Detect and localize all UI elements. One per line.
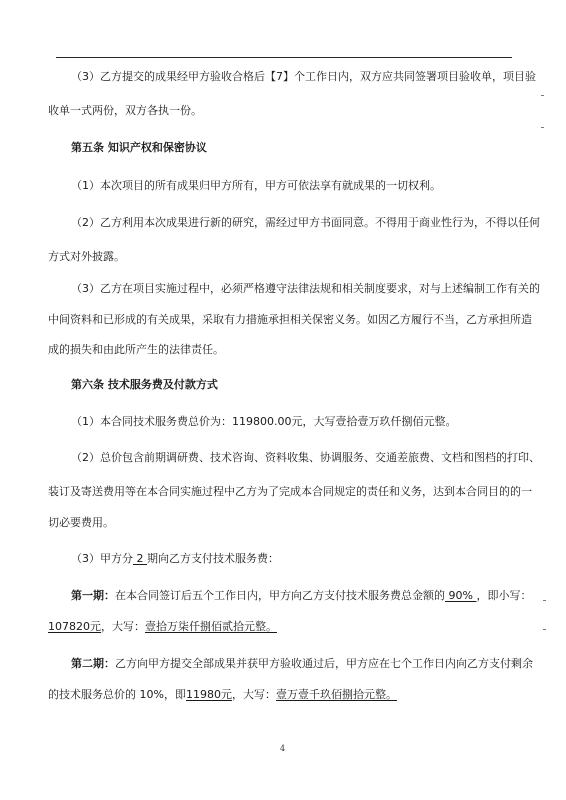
page-number: 4 — [280, 744, 286, 753]
phase-1-percent: 90% — [445, 589, 477, 602]
scan-mark — [543, 600, 546, 601]
phase-2-prefix: 的技术服务总价的 10%，即 — [48, 688, 186, 701]
phase-2-amount-upper: 壹万壹千玖佰捌拾元整。 — [275, 688, 397, 701]
phase-1-amount: 107820元 — [48, 620, 101, 633]
scan-mark — [543, 629, 546, 630]
clause-4-3-line2: 收单一式两份，双方各执一份。 — [48, 104, 202, 117]
phase-1-line2 — [48, 620, 277, 633]
scan-mark — [541, 95, 544, 96]
clause-6-3 — [71, 552, 279, 565]
clause-5-2-line2: 方式对外披露。 — [48, 250, 125, 263]
phase-2-amount: 11980元 — [185, 688, 232, 701]
clause-6-1: （1）本合同技术服务费总价为：119800.00元，大写壹拾壹万玖仟捌佰元整。 — [71, 415, 457, 428]
phase-1-line1 — [71, 589, 531, 602]
phase-1-text: 在本合同签订后五个工作日内，甲方向乙方支付技术服务费总金额的 — [115, 589, 445, 602]
phase-1-mid: ，大写： — [101, 620, 145, 633]
clause-6-3-prefix: （3）甲方分 — [71, 552, 133, 565]
phase-2-label: 第二期： — [71, 657, 115, 670]
clause-5-3-line1: （3）乙方在项目实施过程中，必须严格遵守法律法规和相关制度要求，对与上述编制工作有关的 — [71, 282, 540, 295]
clause-5-1: （1）本次项目的所有成果归甲方所有，甲方可依法享有就成果的一切权利。 — [71, 179, 441, 192]
phase-2-line1 — [71, 657, 533, 670]
clause-5-3-line3: 成的损失和由此所产生的法律责任。 — [48, 343, 224, 356]
phase-2-line2 — [48, 688, 397, 701]
phase-2-text: 乙方向甲方提交全部成果并获甲方验收通过后，甲方应在七个工作日内向乙方支付剩余 — [115, 657, 533, 670]
installment-count: 2 — [133, 552, 147, 565]
phase-2-mid: ，大写： — [231, 688, 276, 701]
phase-1-tail: ，即小写： — [476, 589, 532, 602]
clause-4-3-line1: （3）乙方提交的成果经甲方验收合格后【7】个工作日内，双方应共同签署项目验收单，项目验 — [71, 70, 536, 83]
article-6-title: 第六条 技术服务费及付款方式 — [71, 378, 218, 391]
clause-6-2-line2: 装订及寄送费用等在本合同实施过程中乙方为了完成本合同规定的责任和义务，达到本合同目的的一 — [48, 485, 532, 498]
clause-5-2-line1: （2）乙方利用本次成果进行新的研究，需经过甲方书面同意。不得用于商业性行为，不得以任何 — [71, 216, 540, 229]
header-rule — [56, 57, 512, 58]
scan-mark — [541, 127, 544, 128]
clause-6-3-suffix: 期向乙方支付技术服务费： — [147, 552, 279, 565]
phase-1-amount-upper: 壹拾万柒仟捌佰贰拾元整。 — [145, 620, 277, 633]
clause-5-3-line2: 中间资料和已形成的有关成果，采取有力措施承担相关保密义务。如因乙方履行不当，乙方承担所造 — [48, 313, 532, 326]
article-5-title: 第五条 知识产权和保密协议 — [71, 141, 207, 154]
clause-6-2-line1: （2）总价包含前期调研费、技术咨询、资料收集、协调服务、交通差旅费、文档和图档的打印、 — [71, 451, 540, 464]
phase-1-label: 第一期： — [71, 589, 115, 602]
clause-6-2-line3: 切必要费用。 — [48, 516, 114, 529]
